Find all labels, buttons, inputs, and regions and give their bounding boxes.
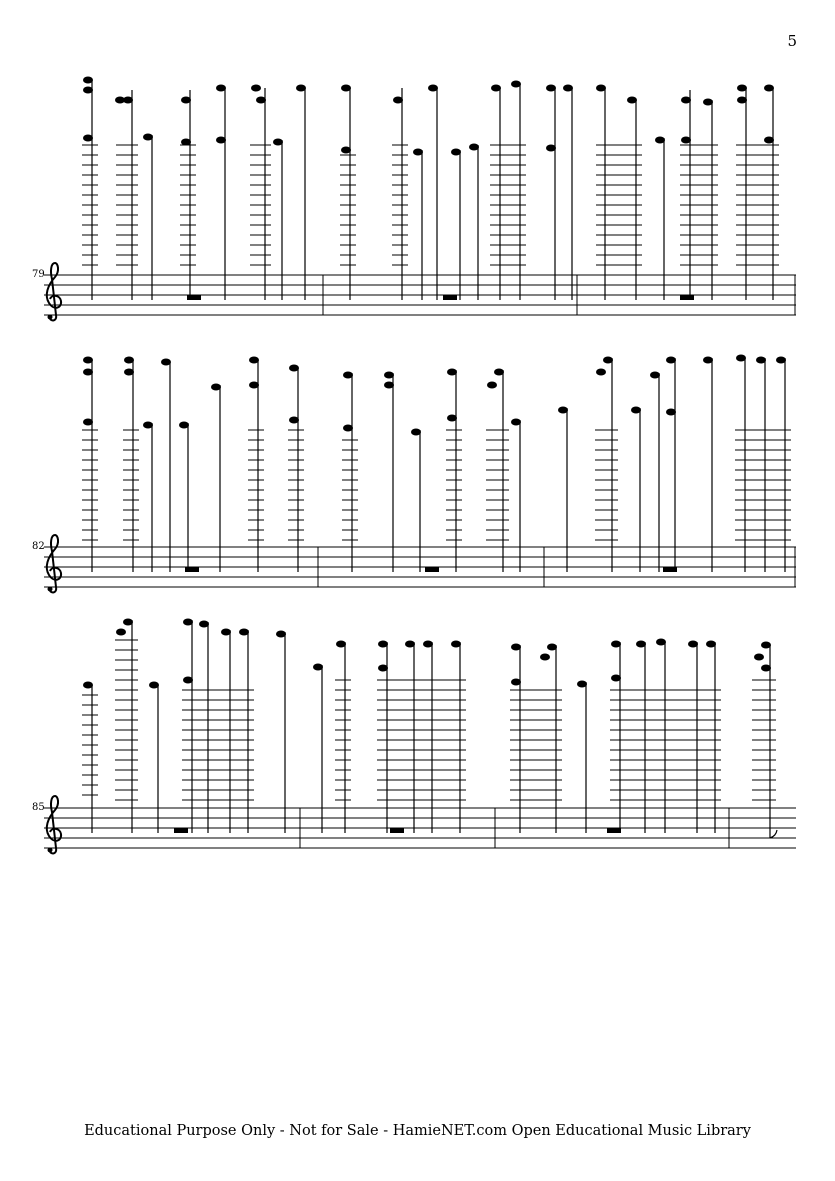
eighth-flag — [770, 830, 777, 838]
treble-clef-icon — [47, 535, 61, 592]
staff-system-3 — [44, 619, 796, 854]
staff-system-2 — [44, 355, 796, 593]
whole-rest — [607, 828, 621, 833]
page-number: 5 — [787, 32, 797, 50]
measure-number: 85 — [32, 802, 45, 813]
whole-rest — [443, 295, 457, 300]
whole-rest — [390, 828, 404, 833]
footer-text: Educational Purpose Only - Not for Sale - HamieNET.com Open Educational Music Library — [84, 1123, 751, 1139]
staff-system-1 — [44, 77, 796, 321]
whole-rest — [680, 295, 694, 300]
treble-clef-icon — [47, 796, 61, 853]
whole-rest — [187, 295, 201, 300]
measure-number: 82 — [32, 541, 45, 552]
whole-rest — [174, 828, 188, 833]
treble-clef-icon — [47, 263, 61, 320]
measure-number: 79 — [32, 269, 45, 280]
whole-rest — [185, 567, 199, 572]
whole-rest — [425, 567, 439, 572]
